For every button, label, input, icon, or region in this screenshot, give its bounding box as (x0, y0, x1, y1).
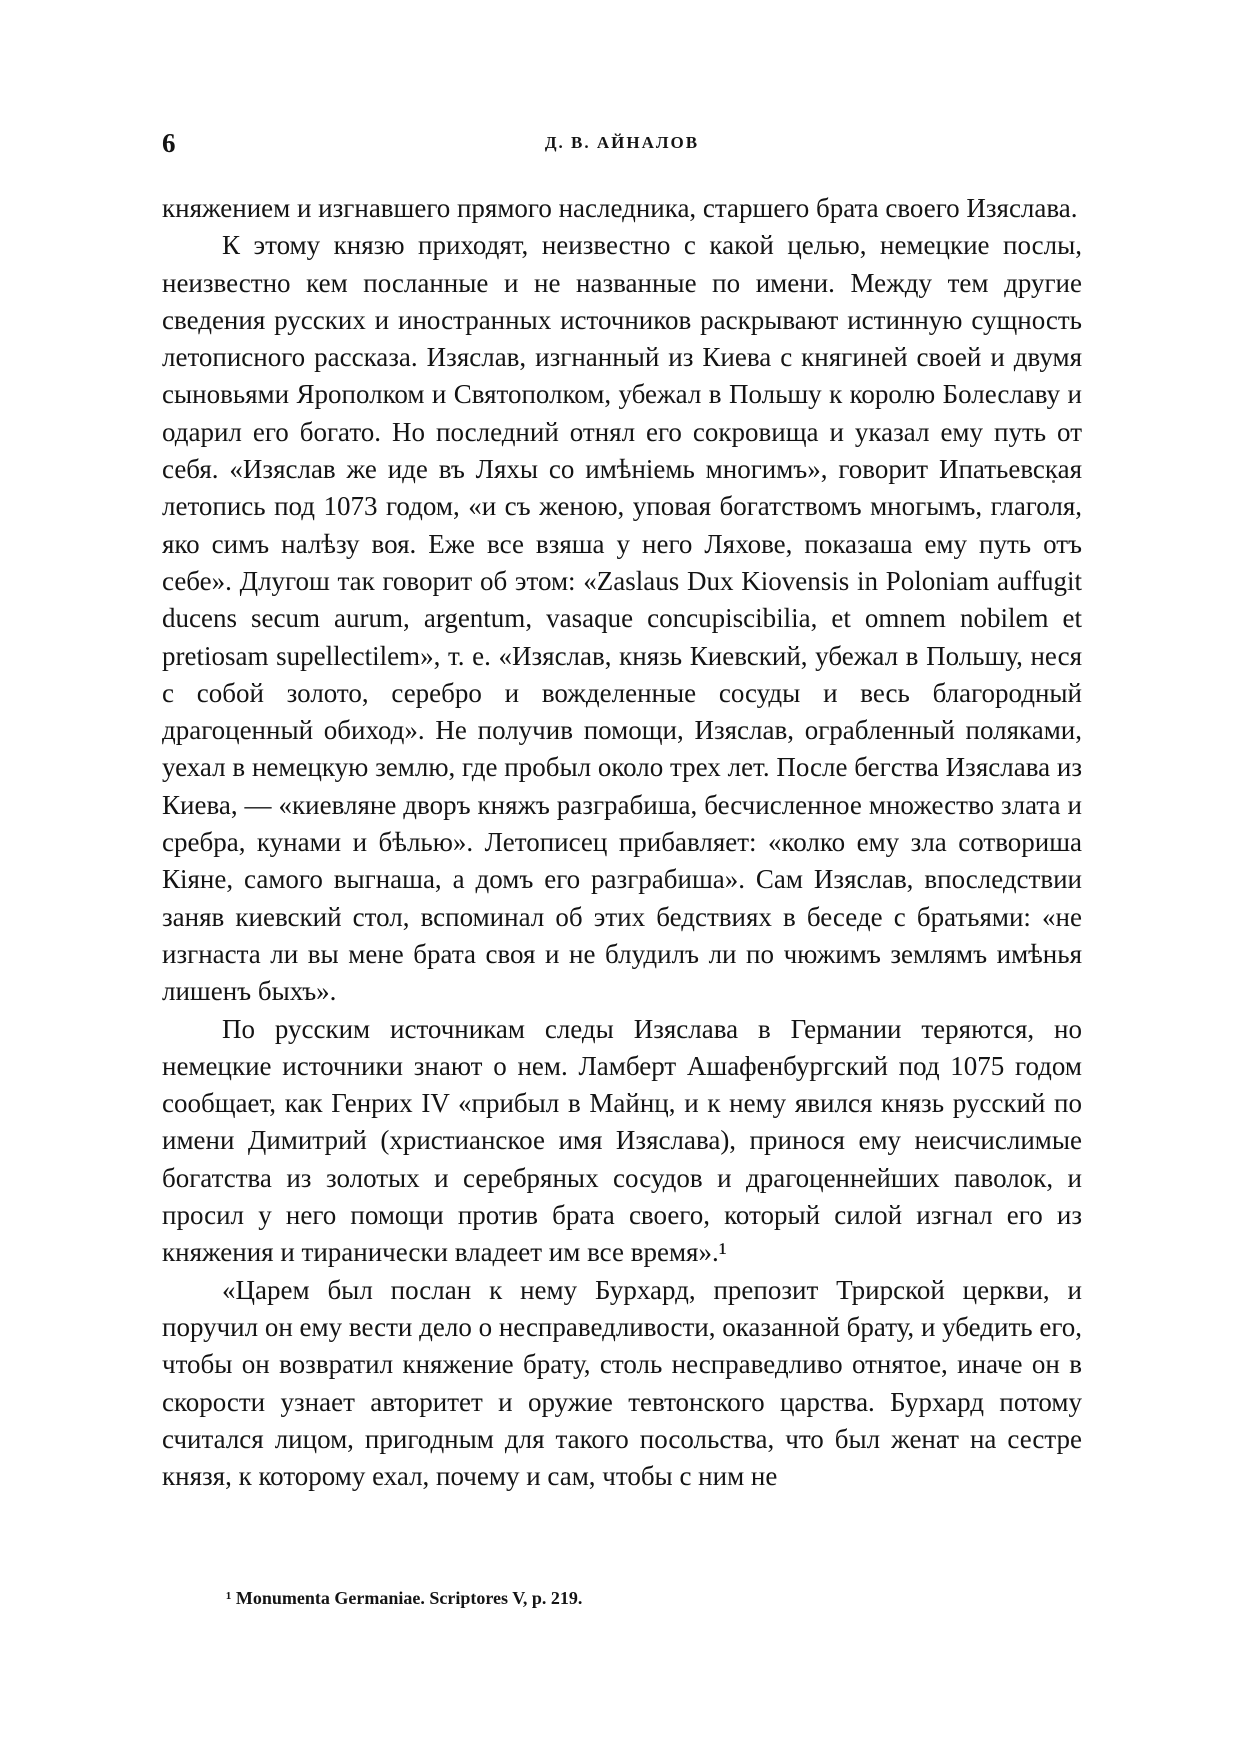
page-number: 6 (162, 128, 176, 158)
running-head (162, 128, 1082, 164)
paragraph-burchard-embassy: «Царем был послан к нему Бурхард, препозит Трирской церкви, и поручил он ему вести дело о несправедливости, оказанной брату, и убедить его, чтобы он возвратил княжение брату, столь несправедливо отнятое, иначе он в скорости узнает авторитет и оружие тевтонского царства. Бурхард потому считался лицом, пригодным для такого посольства, что был женат на сестре князя, к которому ехал, почему и сам, чтобы с ним не (162, 1274, 1082, 1492)
paragraph-izyaslav-exile: К этому князю приходят, неизвестно с какой целью, немецкие послы, неизвестно кем посланные и не названные по имени. Между тем другие сведения русских и иностранных источников раскрывают истинную сущность летописного рассказа. Изяслав, изгнанный из Киева с княгиней своей и двумя сыновьями Ярополком и Святополком, убежал в Польшу к королю Болеславу и одарил его богато. Но последний отнял его сокровища и указал ему путь от себя. «Изяслав же иде въ Ляхы со имѣнiемь многимъ», говорит Ипатьевская летопись под 1073 годом, «и съ женою, уповая богатствомъ многымъ, глаголя, яко симъ налѣзу воя. Еже все взяша у него Ляхове, показаша ему путь отъ себе». Длугош так говорит об этом: «Zaslaus Dux Kiovensis in Poloniam auffugit ducens secum aurum, argentum, vasaque concupiscibilia, et omnem nobilem et pretiosam supellectilem», т. е. «Изяслав, князь Киевский, убежал в Польшу, неся с собой золото, серебро и вожделенные сосуды и весь благородный драгоценный обиход». Не получив помощи, Изяслав, ограбленный поляками, уехал в немецкую землю, где пробыл около трех лет. После бегства Изяслава из Киева, — «киевляне дворъ княжъ разграбиша, бесчисленное множество злата и сребра, кунами и бѣлью». Летописец прибавляет: «колко ему зла сотвориша Кiяне, самого выгнаша, а домъ его разграбиша». Сам Изяслав, впоследствии заняв киевский стол, вспоминал об этих бедствиях в беседе с братьями: «не изгнаста ли вы мене брата своя и не блудилъ ли по чюжимъ землямъ имѣнья лишенъ быхъ». (162, 230, 1082, 1007)
running-title: Д. В. АЙНАЛОВ (544, 133, 700, 152)
footnote: ¹ Monumenta Germaniae. Scriptores V, p. 219. (226, 1588, 583, 1608)
paragraph-german-sources: По русским источникам следы Изяслава в Германии теряются, но немецкие источники знают о нем. Ламберт Ашафенбургский под 1075 годом сообщает, как Генрих IV «прибыл в Майнц, и к нему явился князь русский по имени Димитрий (христианское имя Изяслава), принося ему неисчислимые богатства из золотых и серебряных сосудов и драгоценнейших паволок, и просил у него помощи против брата своего, который силой изгнал его из княжения и тиранически владеет им все время».¹ (162, 1013, 1082, 1268)
paragraph-continued: княжением и изгнавшего прямого наследника, старшего брата своего Изяслава. (162, 193, 1078, 223)
body-text (162, 190, 1082, 1495)
